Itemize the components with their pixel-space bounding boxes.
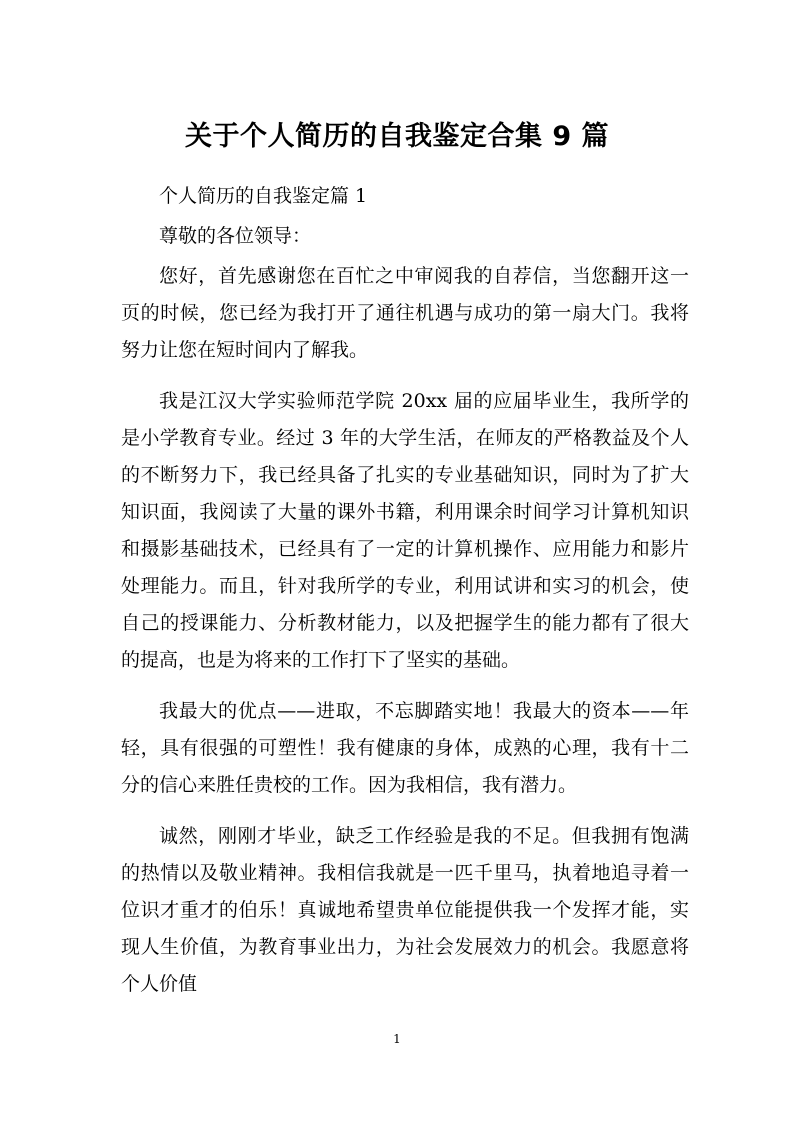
section-heading: 个人简历的自我鉴定篇 1 bbox=[159, 185, 368, 207]
salutation: 尊敬的各位领导： bbox=[159, 225, 312, 247]
paragraph-aspiration: 诚然，刚刚才毕业，缺乏工作经验是我的不足。但我拥有饱满的热情以及敬业精神。我相信我就是一匹千里马，执着地追寻着一位识才重才的伯乐！真诚地希望贵单位能提供我一个发挥才能，实现人生价值，为教育事业出力，为社会发展效力的机会。我愿意将个人价值 bbox=[121, 825, 689, 995]
document-title: 关于个人简历的自我鉴定合集 9 篇 bbox=[184, 121, 610, 152]
paragraph-background: 我是江汉大学实验师范学院 20xx 届的应届毕业生，我所学的是小学教育专业。经过 3 年的大学生活，在师友的严格教益及个人的不断努力下，我已经具备了扎实的专业基础知识，同时为了扩大知识面，我阅读了大量的课外书籍，利用课余时间学习计算机知识和摄影基础技术，已经具有了一定的计算机操作、应用能力和影片处理能力。而且，针对我所学的专业，利用试讲和实习的机会，使自己的授课能力、分析教材能力，以及把握学生的能力都有了很大的提高，也是为将来的工作打下了坚实的基础。 bbox=[121, 390, 689, 671]
page-number: 1 bbox=[393, 1032, 401, 1046]
paragraph-strengths: 我最大的优点——进取，不忘脚踏实地！我最大的资本——年轻，具有很强的可塑性！我有健康的身体，成熟的心理，我有十二分的信心来胜任贵校的工作。因为我相信，我有潜力。 bbox=[121, 700, 689, 796]
paragraph-greeting: 您好，首先感谢您在百忙之中审阅我的自荐信，当您翻开这一页的时候，您已经为我打开了通往机遇与成功的第一扇大门。我将努力让您在短时间内了解我。 bbox=[121, 265, 689, 361]
document-body bbox=[121, 178, 689, 1017]
